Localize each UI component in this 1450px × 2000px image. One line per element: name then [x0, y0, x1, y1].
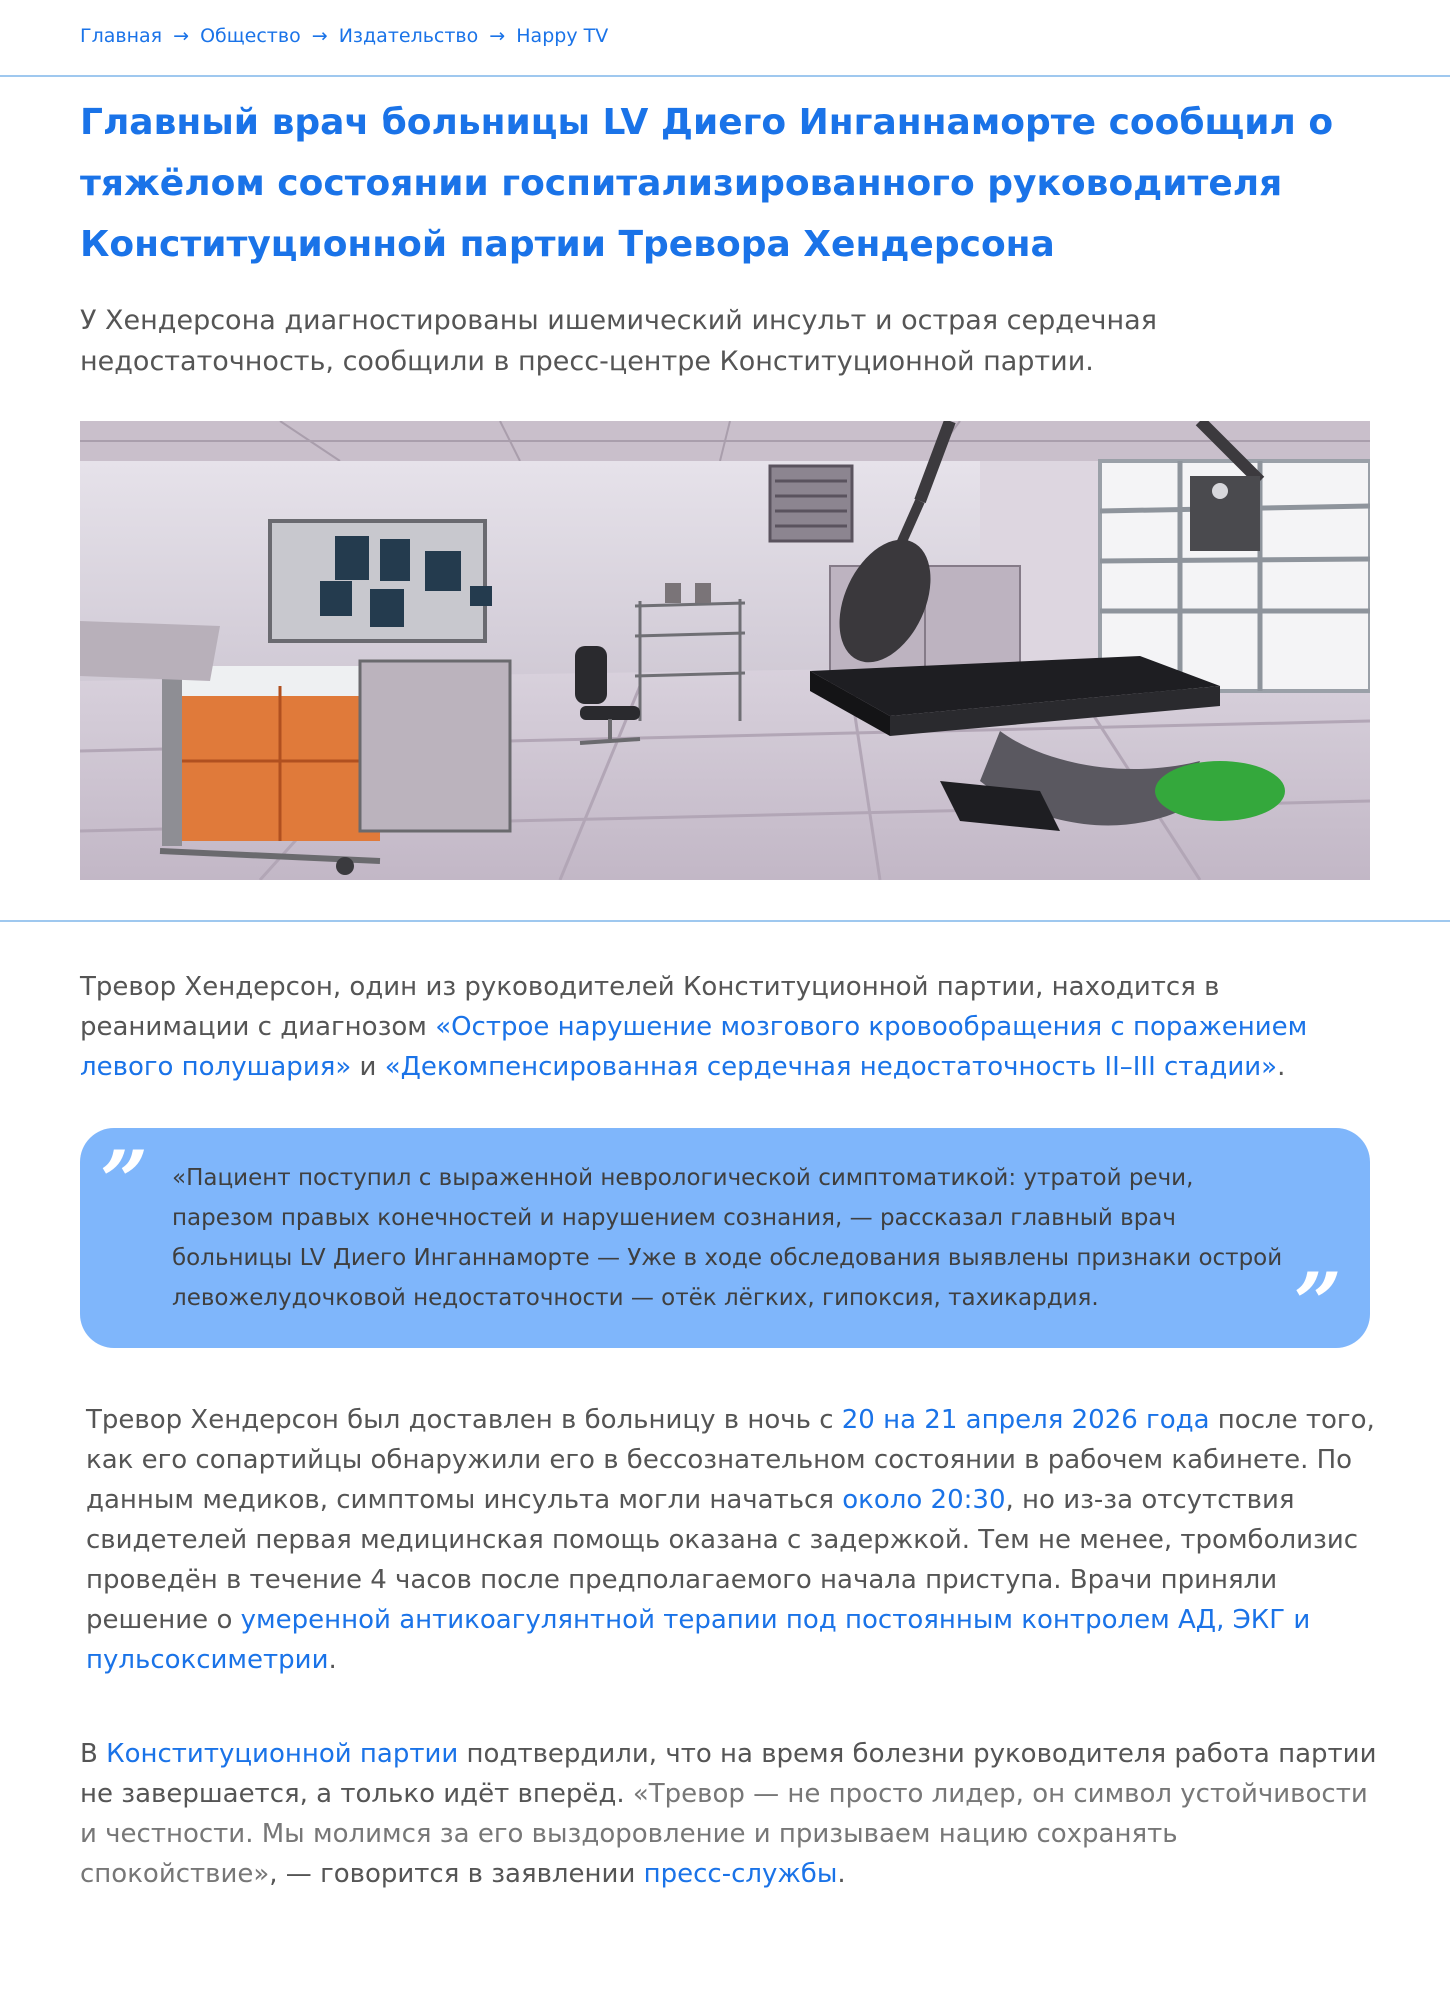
text-segment: , — говорится в заявлении — [269, 1859, 644, 1889]
therapy-link[interactable]: умеренной антикоагулянтной терапии под постоянным контролем АД, ЭКГ и пульсоксиметрии — [86, 1605, 1311, 1675]
date-link[interactable]: 20 на 21 апреля 2026 года — [841, 1405, 1210, 1435]
doctor-quote-text: «Пациент поступил с выраженной неврологической симптоматикой: утратой речи, парезом правых конечностей и нарушением сознания, — рассказал главный врач больницы LV Диего Инганнаморте — Уже в ходе обследования выявлены признаки острой левожелудочковой недостаточности — отёк лёгких, гипоксия, тахикардия. — [172, 1165, 1283, 1311]
breadcrumb-happy-tv[interactable]: Happy TV — [516, 25, 609, 47]
article-lead: У Хендерсона диагностированы ишемический инсульт и острая сердечная недостаточность, сообщили в пресс-центре Конституционной партии. — [80, 305, 1157, 377]
text-segment: и — [351, 1052, 385, 1082]
time-link[interactable]: около 20:30 — [842, 1485, 1006, 1515]
press-service-link[interactable]: пресс-службы — [643, 1859, 838, 1889]
text-segment: после того, как его сопартийцы обнаружили его в бессознательном состоянии в рабочем кабинете. По данным медиков, симптомы инсульта могли начаться — [86, 1405, 1375, 1515]
breadcrumb — [80, 22, 608, 50]
text-segment: В — [80, 1739, 107, 1769]
text-segment: , но из-за отсутствия свидетелей первая медицинская помощь оказана с задержкой. Тем не менее, тромболизис проведён в течение 4 часов после предполагаемого начала приступа. Врачи приняли решение о — [86, 1485, 1359, 1635]
header-divider — [0, 75, 1450, 77]
open-quote-icon: ” — [100, 1132, 149, 1231]
doctor-quote-block — [80, 1128, 1370, 1353]
text-segment: . — [1277, 1052, 1286, 1082]
article-paragraph-3 — [80, 1734, 1380, 1894]
text-segment: Тревор Хендерсон был доставлен в больницу в ночь с — [86, 1405, 842, 1435]
article-photo — [80, 421, 1370, 880]
breadcrumb-publishing[interactable]: Издательство — [338, 25, 479, 47]
hospital-room-illustration — [80, 421, 1370, 880]
section-divider — [0, 920, 1450, 922]
text-segment: подтвердили, что на время болезни руководителя работа партии не завершается, а только идёт вперёд. — [80, 1739, 1377, 1809]
breadcrumb-home[interactable]: Главная — [80, 25, 163, 47]
diagnosis-link-stroke[interactable]: «Острое нарушение мозгового кровообращения с поражением левого полушария» — [80, 1012, 1308, 1082]
party-statement-quote: «Тревор — не просто лидер, он символ устойчивости и честности. Мы молимся за его выздоровление и призываем нацию сохранять спокойствие» — [80, 1779, 1368, 1889]
text-segment: . — [328, 1645, 337, 1675]
text-segment: . — [837, 1859, 846, 1889]
breadcrumb-society[interactable]: Общество — [200, 25, 301, 47]
party-link[interactable]: Конституционной партии — [106, 1739, 459, 1769]
text-segment: Тревор Хендерсон, один из руководителей Конституционной партии, находится в реанимации с диагнозом — [80, 972, 1220, 1042]
breadcrumb-separator: → — [311, 25, 328, 47]
article-paragraph-2 — [86, 1400, 1386, 1680]
breadcrumb-separator: → — [489, 25, 506, 47]
breadcrumb-separator: → — [173, 25, 190, 47]
article-paragraph-1 — [80, 967, 1380, 1087]
close-quote-icon: ” — [1293, 1254, 1342, 1353]
article-title: Главный врач больницы LV Диего Инганнаморте сообщил о тяжёлом состоянии госпитализированного руководителя Конституционной партии Тревора Хендерсона — [80, 102, 1334, 265]
diagnosis-link-heart-failure[interactable]: «Декомпенсированная сердечная недостаточность II–III стадии» — [384, 1052, 1278, 1082]
